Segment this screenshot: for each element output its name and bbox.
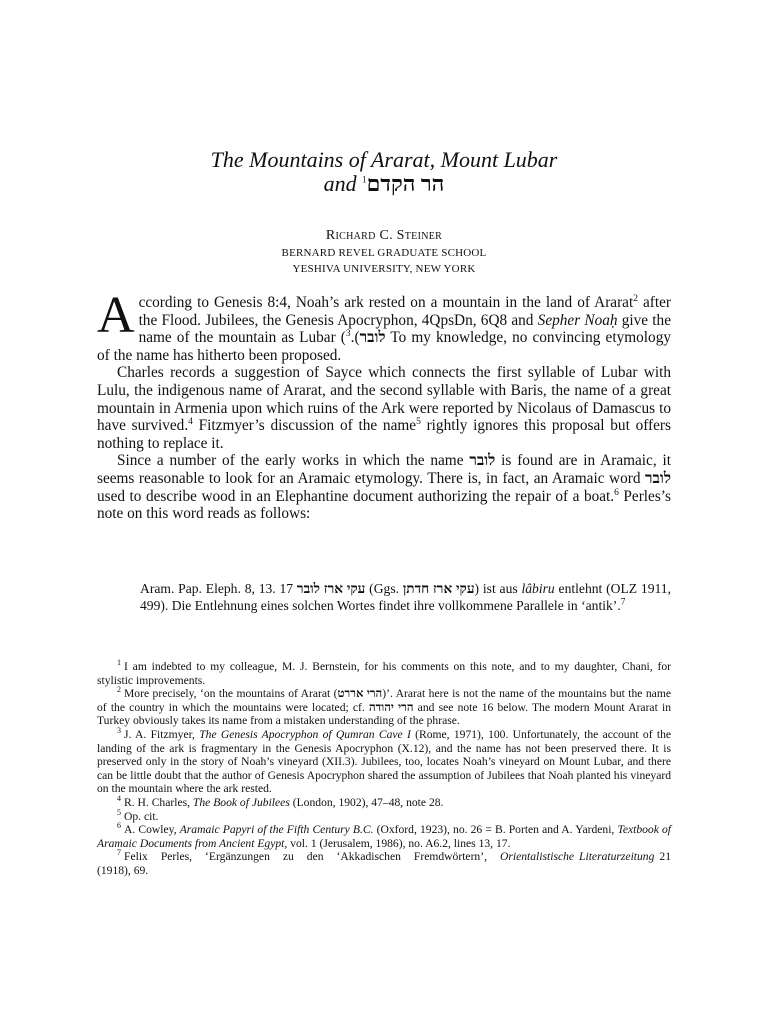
footnote-number: 5 bbox=[117, 807, 121, 817]
title-footnote-ref: 1 bbox=[362, 174, 367, 185]
text: More precisely, ‘on the mountains of Ararat ( bbox=[124, 687, 338, 701]
italic-text: The Genesis Apocryphon of Qumran Cave I bbox=[199, 727, 411, 741]
author-name: Richard C. Steiner bbox=[325, 228, 443, 243]
text: entlehnt (OLZ 1911, 499). Die Entlehnung eines solchen Wortes findet ihre vollkommene Parallele in ‘antik’. bbox=[140, 581, 671, 613]
footnote-6 bbox=[97, 823, 671, 850]
paragraph-2 bbox=[97, 364, 671, 452]
text: ) ist aus bbox=[474, 581, 522, 596]
text: (Ggs. bbox=[365, 581, 403, 596]
italic-text: lâbiru bbox=[521, 581, 555, 596]
hebrew-text: לובר bbox=[645, 469, 671, 487]
paper-title-line1: The Mountains of Ararat, Mount Lubar bbox=[210, 147, 558, 172]
text: ). bbox=[350, 329, 360, 347]
text: Felix Perles, ‘Ergänzungen zu den ‘Akkadischen Fremdwörtern’, bbox=[124, 850, 500, 864]
text: used to describe wood in an Elephantine document authorizing the repair of a boat. bbox=[97, 487, 615, 505]
footnote-ref: 2 bbox=[633, 293, 638, 304]
italic-text: The Book of Jubilees bbox=[192, 795, 290, 809]
title-and: and bbox=[323, 171, 357, 196]
footnote-ref: 6 bbox=[614, 487, 619, 498]
text: Fitzmyer’s discussion of the name bbox=[192, 417, 417, 435]
affiliation-line2: YESHIVA UNIVERSITY, NEW YORK bbox=[292, 263, 476, 275]
text: To my knowledge, no convincing etymology of the name has hitherto been proposed. bbox=[97, 329, 671, 364]
text: and see note 16 below. The modern Mount Ararat in Turkey obviously takes its name from a mistaken understanding of the phrase. bbox=[97, 700, 672, 728]
footnote-number: 7 bbox=[117, 848, 121, 858]
footnote-number: 2 bbox=[117, 685, 121, 695]
text: R. H. Charles, bbox=[124, 795, 193, 809]
footnotes bbox=[97, 660, 671, 878]
text: 21 (1918), 69. bbox=[97, 850, 671, 877]
hebrew-text: הרי אררט bbox=[337, 687, 383, 701]
text: rightly ignores this proposal but offers nothing to replace it. bbox=[97, 417, 671, 452]
footnote-ref: 3 bbox=[345, 329, 351, 340]
text: (Oxford, 1923), no. 26 = B. Porten and A. Yardeni, bbox=[373, 823, 618, 837]
footnote-5 bbox=[97, 807, 671, 824]
affiliation-line1: BERNARD REVEL GRADUATE SCHOOL bbox=[281, 247, 487, 259]
paragraph-3 bbox=[97, 452, 671, 522]
text: I am indebted to my colleague, M. J. Bernstein, for his comments on this note, and to my daughter, Chani, for stylistic improvements. bbox=[97, 660, 671, 687]
hebrew-text: עקי ארז לובר bbox=[296, 581, 366, 596]
text: Op. cit. bbox=[124, 809, 159, 823]
text: after the Flood. Jubilees, the Genesis Apocryphon, 4QpsDn, 6Q8 and bbox=[138, 294, 672, 329]
footnote-number: 6 bbox=[117, 821, 121, 831]
drop-cap: A bbox=[97, 287, 135, 344]
footnote-1 bbox=[97, 660, 671, 687]
block-quote bbox=[140, 580, 671, 614]
text: (Rome, 1971), 100. Unfortunately, the account of the landing of the ark is fragmentary in the Genesis Apocryphon (X.12), and the name has not been preserved there. It is preserved only in the story of Noah’s vineyard (XII.3). Jubilees, too, locates Noah’s vineyard on Mount Lubar, and there can be little doubt that the author of Genesis Apocryphon shared the assumption of Jubilees that Noah planted his vineyard on the mountain where the ark rested. bbox=[97, 727, 672, 796]
footnote-ref: 4 bbox=[188, 417, 193, 428]
text: )’. Ararat here is not the name of the mountains but the name of the country in which the mountains were located; cf. bbox=[97, 687, 671, 714]
text: Aram. Pap. Eleph. 8, 13. 17 bbox=[140, 581, 297, 596]
italic-text: Textbook of Aramaic Documents from Ancient Egypt bbox=[97, 823, 671, 850]
hebrew-text: לובר bbox=[469, 452, 496, 470]
text: ccording to Genesis 8:4, Noah’s ark rested on a mountain in the land of Ararat bbox=[138, 294, 634, 311]
paper-title-line2 bbox=[0, 172, 768, 196]
italic-text: Aramaic Papyri of the Fifth Century B.C. bbox=[179, 823, 374, 837]
text: Charles records a suggestion of Sayce which connects the first syllable of Lubar with Lulu, the indigenous name of Ararat, and the second syllable with Baris, the name of a great mountain in Armenia upon which ruins of the Ark were reported by Nicolaus of Damascus to have survived. bbox=[97, 364, 671, 435]
body-text bbox=[97, 287, 672, 523]
italic-text: Orientalistische Literaturzeitung bbox=[499, 850, 655, 864]
text: A. Cowley, bbox=[124, 823, 180, 837]
hebrew-text: הרי יהודה bbox=[368, 700, 414, 714]
hebrew-text: עקי ארז חדתן bbox=[402, 581, 475, 596]
text: J. A. Fitzmyer, bbox=[124, 727, 200, 741]
paragraph-1 bbox=[97, 287, 672, 364]
footnote-number: 1 bbox=[117, 658, 121, 668]
hebrew-text: לובר bbox=[359, 329, 386, 347]
text: Since a number of the early works in which the name bbox=[117, 452, 470, 470]
text: (London, 1902), 47–48, note 28. bbox=[289, 795, 444, 809]
text: Perles’s note on this word reads as follows: bbox=[97, 487, 671, 523]
text: give the name of the mountain as Lubar ( bbox=[138, 311, 671, 347]
footnote-number: 3 bbox=[117, 726, 121, 736]
text: , vol. 1 (Jerusalem, 1986), no. A6.2, lines 13, 17. bbox=[284, 836, 511, 850]
text: is found are in Aramaic, it seems reasonable to look for an Aramaic etymology. There is, in fact, an Aramaic word bbox=[97, 452, 672, 487]
title-hebrew: הר הקדם bbox=[366, 171, 445, 196]
footnote-4 bbox=[97, 796, 671, 810]
footnote-number: 4 bbox=[117, 794, 121, 804]
footnote-7 bbox=[97, 850, 671, 877]
footnote-ref: 5 bbox=[416, 417, 421, 428]
footnote-2 bbox=[97, 687, 671, 728]
italic-text: Sepher Noaḥ bbox=[537, 311, 618, 329]
footnote-3 bbox=[97, 728, 671, 796]
footnote-ref: 7 bbox=[620, 597, 626, 608]
